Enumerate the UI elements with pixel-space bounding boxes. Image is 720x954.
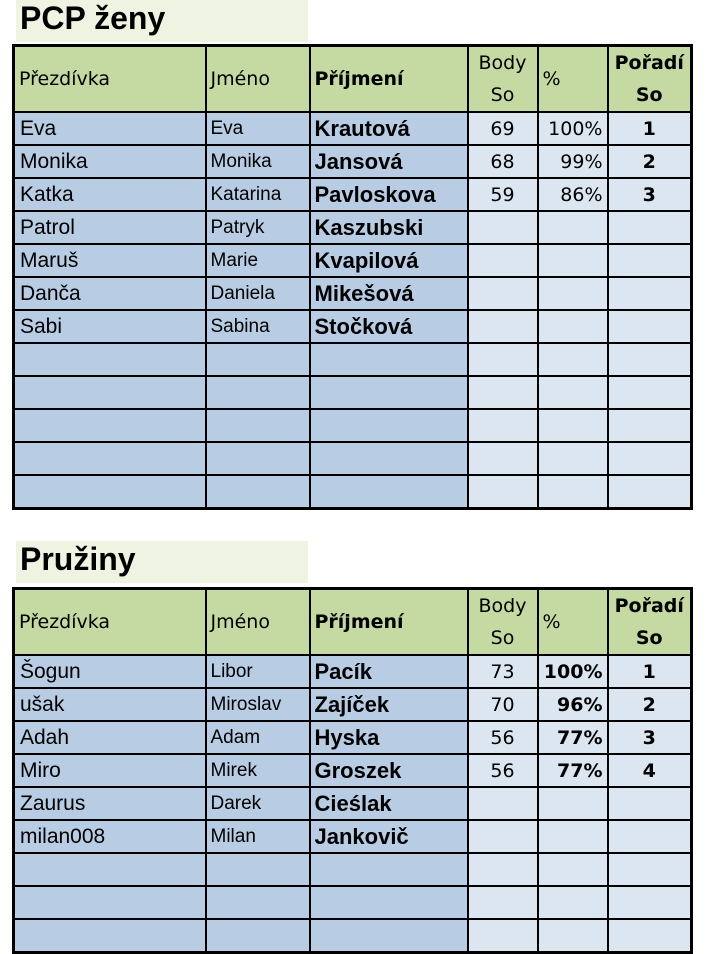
cell-nickname: Danča	[14, 277, 206, 310]
cell-rank	[608, 244, 692, 277]
cell-rank	[608, 343, 692, 376]
cell-first-name	[206, 475, 310, 508]
cell-percent	[538, 886, 608, 919]
table-row	[14, 310, 692, 343]
cell-first-name: Katarina	[206, 178, 310, 211]
cell-percent	[538, 277, 608, 310]
cell-first-name: Marie	[206, 244, 310, 277]
header-rank: Pořadí So	[608, 46, 692, 113]
cell-rank	[608, 277, 692, 310]
cell-nickname: Miro	[14, 754, 206, 787]
table-row	[14, 145, 692, 178]
cell-last-name	[310, 409, 468, 442]
cell-points	[468, 853, 538, 886]
cell-first-name	[206, 886, 310, 919]
cell-last-name: Jansová	[310, 145, 468, 178]
cell-points	[468, 886, 538, 919]
cell-points: 56	[468, 754, 538, 787]
cell-last-name	[310, 886, 468, 919]
cell-points	[468, 310, 538, 343]
cell-percent	[538, 919, 608, 952]
cell-points	[468, 376, 538, 409]
cell-rank	[608, 853, 692, 886]
cell-percent: 100%	[538, 655, 608, 688]
cell-first-name: Monika	[206, 145, 310, 178]
results-table-pruziny	[12, 587, 693, 954]
section-title-pcp-zeny: PCP ženy	[16, 0, 308, 42]
cell-first-name	[206, 343, 310, 376]
cell-nickname: Katka	[14, 178, 206, 211]
cell-first-name	[206, 919, 310, 952]
cell-nickname	[14, 376, 206, 409]
cell-nickname: ušak	[14, 688, 206, 721]
cell-first-name: Daniela	[206, 277, 310, 310]
cell-first-name	[206, 442, 310, 475]
cell-percent: 77%	[538, 754, 608, 787]
cell-last-name: Pavloskova	[310, 178, 468, 211]
cell-rank	[608, 376, 692, 409]
cell-nickname	[14, 343, 206, 376]
cell-last-name: Pacík	[310, 655, 468, 688]
cell-rank	[608, 442, 692, 475]
cell-percent	[538, 244, 608, 277]
cell-percent: 86%	[538, 178, 608, 211]
table-row	[14, 787, 692, 820]
cell-rank: 1	[608, 112, 692, 145]
table-row	[14, 343, 692, 376]
section-title-pruziny: Pružiny	[16, 541, 308, 583]
table-row	[14, 277, 692, 310]
cell-first-name: Adam	[206, 721, 310, 754]
cell-nickname	[14, 886, 206, 919]
cell-points	[468, 211, 538, 244]
cell-rank	[608, 787, 692, 820]
cell-rank: 1	[608, 655, 692, 688]
cell-last-name: Stočková	[310, 310, 468, 343]
cell-percent	[538, 211, 608, 244]
cell-first-name: Milan	[206, 820, 310, 853]
cell-last-name	[310, 853, 468, 886]
cell-rank: 3	[608, 721, 692, 754]
cell-rank: 2	[608, 145, 692, 178]
header-nickname: Přezdívka	[14, 589, 206, 656]
cell-points: 56	[468, 721, 538, 754]
cell-rank	[608, 475, 692, 508]
cell-points: 69	[468, 112, 538, 145]
header-last-name: Příjmení	[310, 589, 468, 656]
table-row	[14, 211, 692, 244]
cell-first-name: Darek	[206, 787, 310, 820]
cell-points	[468, 343, 538, 376]
cell-nickname: Adah	[14, 721, 206, 754]
header-last-name: Příjmení	[310, 46, 468, 113]
cell-last-name: Kaszubski	[310, 211, 468, 244]
cell-rank	[608, 886, 692, 919]
table-row	[14, 112, 692, 145]
table-row	[14, 244, 692, 277]
cell-rank: 4	[608, 754, 692, 787]
header-percent: %	[538, 589, 608, 656]
table-row	[14, 886, 692, 919]
cell-last-name	[310, 442, 468, 475]
cell-last-name: Zajíček	[310, 688, 468, 721]
table-row	[14, 475, 692, 508]
cell-percent	[538, 787, 608, 820]
cell-first-name: Patryk	[206, 211, 310, 244]
cell-last-name	[310, 343, 468, 376]
cell-last-name: Krautová	[310, 112, 468, 145]
header-percent: %	[538, 46, 608, 113]
results-table-pcp-zeny	[12, 44, 693, 510]
cell-points: 70	[468, 688, 538, 721]
header-first-name: Jméno	[206, 589, 310, 656]
cell-percent	[538, 409, 608, 442]
cell-nickname: milan008	[14, 820, 206, 853]
cell-last-name: Kvapilová	[310, 244, 468, 277]
cell-nickname	[14, 919, 206, 952]
cell-percent: 100%	[538, 112, 608, 145]
table-row	[14, 655, 692, 688]
table-row	[14, 376, 692, 409]
table-row	[14, 442, 692, 475]
cell-last-name	[310, 919, 468, 952]
cell-points	[468, 442, 538, 475]
cell-points	[468, 475, 538, 508]
cell-nickname: Sabi	[14, 310, 206, 343]
cell-first-name	[206, 853, 310, 886]
cell-percent	[538, 820, 608, 853]
cell-last-name	[310, 376, 468, 409]
cell-nickname: Šogun	[14, 655, 206, 688]
cell-percent	[538, 853, 608, 886]
table-row	[14, 853, 692, 886]
cell-first-name: Eva	[206, 112, 310, 145]
cell-first-name: Miroslav	[206, 688, 310, 721]
header-row	[14, 46, 692, 113]
cell-rank	[608, 310, 692, 343]
cell-nickname: Eva	[14, 112, 206, 145]
cell-points: 68	[468, 145, 538, 178]
table-row	[14, 409, 692, 442]
table-row	[14, 178, 692, 211]
cell-nickname	[14, 442, 206, 475]
header-row	[14, 589, 692, 656]
cell-points: 73	[468, 655, 538, 688]
cell-points	[468, 787, 538, 820]
cell-last-name	[310, 475, 468, 508]
cell-first-name: Sabina	[206, 310, 310, 343]
cell-percent	[538, 376, 608, 409]
cell-rank	[608, 409, 692, 442]
cell-rank: 3	[608, 178, 692, 211]
cell-nickname: Zaurus	[14, 787, 206, 820]
cell-last-name: Hyska	[310, 721, 468, 754]
header-points: Body So	[468, 46, 538, 113]
cell-points	[468, 244, 538, 277]
cell-points	[468, 820, 538, 853]
cell-rank	[608, 919, 692, 952]
cell-points: 59	[468, 178, 538, 211]
table-row	[14, 919, 692, 952]
cell-nickname: Maruš	[14, 244, 206, 277]
cell-points	[468, 409, 538, 442]
cell-last-name: Cieślak	[310, 787, 468, 820]
cell-last-name: Jankovič	[310, 820, 468, 853]
cell-rank	[608, 820, 692, 853]
cell-first-name: Mirek	[206, 754, 310, 787]
cell-nickname: Monika	[14, 145, 206, 178]
cell-nickname: Patrol	[14, 211, 206, 244]
header-rank: Pořadí So	[608, 589, 692, 656]
cell-points	[468, 919, 538, 952]
cell-percent	[538, 310, 608, 343]
cell-percent	[538, 475, 608, 508]
table-row	[14, 820, 692, 853]
header-first-name: Jméno	[206, 46, 310, 113]
cell-percent: 99%	[538, 145, 608, 178]
table-row	[14, 721, 692, 754]
cell-percent	[538, 442, 608, 475]
cell-rank	[608, 211, 692, 244]
cell-nickname	[14, 475, 206, 508]
cell-last-name: Groszek	[310, 754, 468, 787]
cell-points	[468, 277, 538, 310]
cell-percent: 96%	[538, 688, 608, 721]
header-nickname: Přezdívka	[14, 46, 206, 113]
cell-percent: 77%	[538, 721, 608, 754]
cell-last-name: Mikešová	[310, 277, 468, 310]
cell-first-name	[206, 409, 310, 442]
header-points: Body So	[468, 589, 538, 656]
cell-nickname	[14, 409, 206, 442]
cell-first-name	[206, 376, 310, 409]
cell-rank: 2	[608, 688, 692, 721]
table-row	[14, 754, 692, 787]
cell-first-name: Libor	[206, 655, 310, 688]
cell-percent	[538, 343, 608, 376]
table-row	[14, 688, 692, 721]
cell-nickname	[14, 853, 206, 886]
